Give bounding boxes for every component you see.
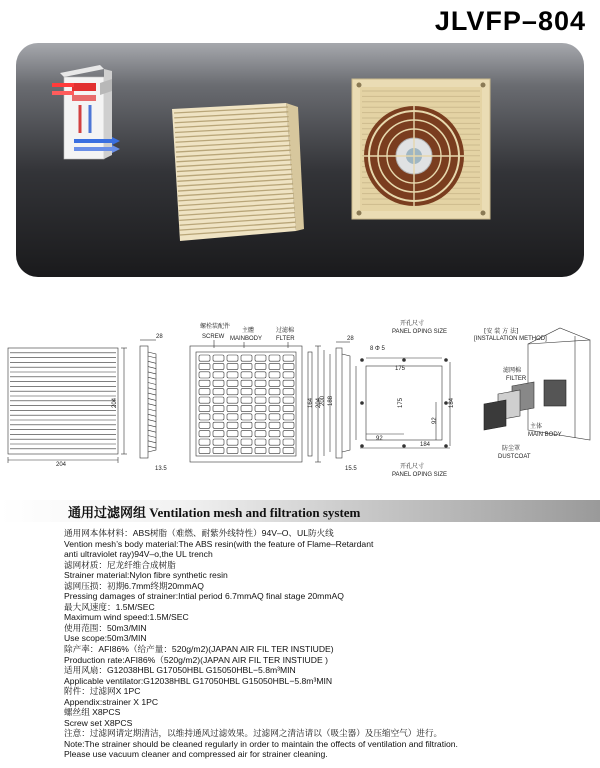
install-cover-label-cn: 防尘罩 xyxy=(502,445,521,452)
airflow-cabinet-illustration xyxy=(52,65,120,159)
spec-line: Applicable ventilator:G12038HBL G17050HBL G15050HBL−5.8m³MIN xyxy=(64,675,333,686)
install-title-cn: [安 装 方 法] xyxy=(484,328,519,335)
spec-line: 适用风扇：G12038HBL G17050HBL G15050HBL−5.8m³MIN xyxy=(64,665,296,676)
filter-label-en: FLTER xyxy=(276,336,295,342)
cutout-hole-label: 8 Φ 5 xyxy=(370,346,385,352)
side2-top-label: 28 xyxy=(347,336,354,342)
cutout-small-right-label: 92 xyxy=(432,417,438,424)
cutout-h-left-label: 175 xyxy=(398,397,404,408)
spec-line: Screw set X8PCS xyxy=(64,717,133,728)
product-photo-banner xyxy=(16,43,584,277)
front-view-drawing xyxy=(8,348,127,463)
install-filter-label-cn: 滤网棉 xyxy=(503,367,522,374)
mainbody-label-en: MAINBODY xyxy=(230,336,263,342)
spec-list xyxy=(64,528,594,760)
screw-label-en: SCREW xyxy=(202,334,225,340)
cutout-bottom-title-en: PANEL OPING SIZE xyxy=(392,472,448,478)
spec-line: 通用网本体材料：ABS树脂（难燃、耐紫外线特性）94V–O、UL防火线 xyxy=(64,528,334,538)
model-title: JLVFP–804 xyxy=(434,6,586,36)
dimension-drawings xyxy=(0,300,600,490)
spec-line: Note:The strainer should be cleaned regularly in order to maintain the offects of ventilation and filtration. xyxy=(64,738,458,749)
side2-h1-label: 188 xyxy=(328,395,334,406)
cutout-bottom-title-cn: 开孔尺寸 xyxy=(400,463,425,470)
spec-line: Appendix:strainer X 1PC xyxy=(64,696,159,707)
filter-grille-photo xyxy=(172,103,304,241)
install-mainbody-label-cn: 主体 xyxy=(530,423,543,430)
cutout-small-bottom-label: 92 xyxy=(376,436,383,442)
side2-small-label: 15.5 xyxy=(345,466,357,472)
spec-line: 除产率：AFI86%（给产量：520g/m2)(JAPAN AIR FIL TER INSTIUDE) xyxy=(64,644,334,655)
exploded-height-label: 204 xyxy=(316,397,322,408)
spec-line: Strainer material:Nylon fibre synthetic resin xyxy=(64,570,228,581)
mainbody-grid-drawing xyxy=(190,340,302,462)
cutout-title-cn: 开孔尺寸 xyxy=(400,320,425,327)
spec-line: Maximum wind speed:1.5M/SEC xyxy=(64,612,189,623)
spec-line: Please use vacuum cleaner and compressed air for strainer cleaning. xyxy=(64,749,328,760)
mainbody-label-cn: 主體 xyxy=(242,327,255,334)
cutout-w-top-label: 175 xyxy=(395,366,406,372)
section-title: 通用过滤网组 Ventilation mesh and filtration system xyxy=(68,505,361,520)
cutout-title-en: PANEL OPING SIZE xyxy=(392,329,448,335)
filter-label-cn: 过滤棉 xyxy=(276,327,295,334)
technical-drawings xyxy=(0,300,600,490)
front-height-label: 204 xyxy=(112,397,118,408)
install-title-en: [INSTALLATION METHOD] xyxy=(474,336,547,342)
side-depth-label: 28 xyxy=(156,334,163,340)
spec-line: Vention mesh’s body material:The ABS resin(with the feature of Flame–Retardant xyxy=(64,538,374,549)
install-filter-label-en: FILTER xyxy=(506,376,527,382)
spec-line: anti ultraviolet ray)94V–o,the UL trench xyxy=(64,549,213,560)
spec-line: Production rate:AFI86%（520g/m2)(JAPAN AIR FIL TER INSTIUDE ) xyxy=(64,654,328,665)
side-small-label: 13.5 xyxy=(155,466,167,472)
side-view-drawing xyxy=(140,340,156,458)
spec-line: 螺丝组 X8PCS xyxy=(64,707,121,718)
exploded-inner-label: 164 xyxy=(308,397,314,408)
front-width-label: 204 xyxy=(56,462,67,468)
spec-line: 滤网压损：初期6.7mm终期20mmAQ xyxy=(64,580,204,591)
spec-line: 注意：过滤网请定期清洁，以维持通风过滤效果。过滤网之清洁请以（吸尘器）及压缩空气）进行。 xyxy=(64,728,443,739)
spec-line: 滤网材质：尼龙纤维合成树脂 xyxy=(64,559,176,570)
spec-line: Pressing damages of strainer:Intial period 6.7mmAQ final stage 20mmAQ xyxy=(64,591,344,602)
side2-h2-label: 200 xyxy=(320,395,326,406)
spec-line: 使用范围：50m3/MIN xyxy=(64,622,147,633)
install-mainbody-label-en: MAIN BODY xyxy=(528,432,562,438)
install-cover-label-en: DUSTCOAT xyxy=(498,454,531,460)
fan-unit-photo xyxy=(352,79,490,219)
spec-line: Use scope:50m3/MIN xyxy=(64,633,147,644)
cutout-h-right-label: 184 xyxy=(449,397,455,408)
spec-line: 附件：过滤网X 1PC xyxy=(64,686,141,697)
screw-label-cn: 螺栓装配件 xyxy=(200,323,231,330)
spec-line: 最大风速度：1.5M/SEC xyxy=(64,601,155,612)
cutout-w-bottom-label: 184 xyxy=(420,442,431,448)
product-photos xyxy=(16,43,584,277)
